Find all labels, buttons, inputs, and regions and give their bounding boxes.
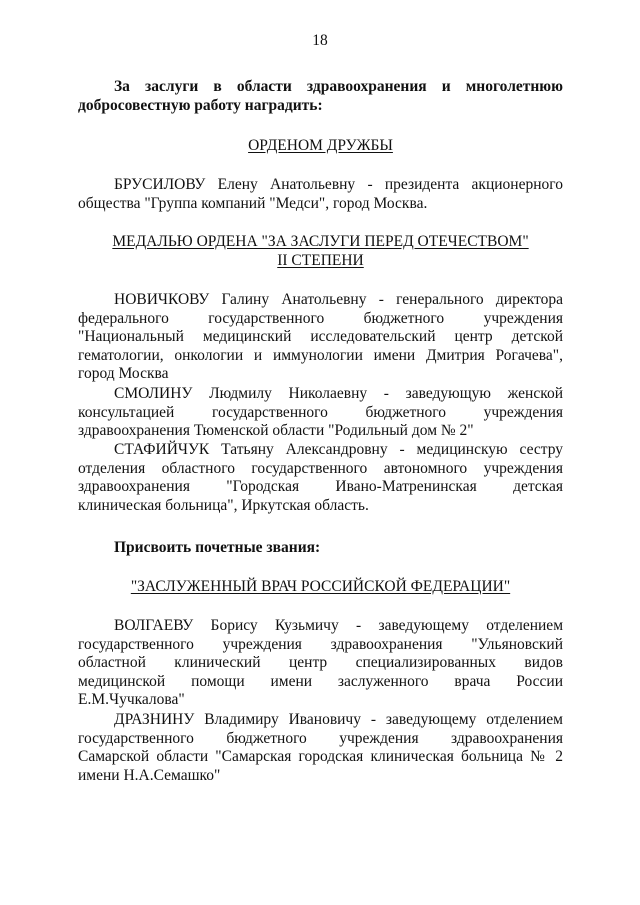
- page-number: 18: [312, 32, 328, 49]
- entry-line: НОВИЧКОВУ Галину Анатольевну - генерального директора: [114, 291, 563, 308]
- entry-line: ДРАЗНИНУ Владимиру Ивановичу - заведующему отделением: [114, 711, 563, 728]
- medal-heading-line-1: МЕДАЛЬЮ ОРДЕНА "ЗА ЗАСЛУГИ ПЕРЕД ОТЕЧЕСТВОМ": [112, 233, 529, 250]
- entry-line: консультацией государственного бюджетного учреждения: [78, 403, 563, 421]
- entry-line: Е.М.Чучкалова": [78, 691, 185, 708]
- honored-doctor-entry-2: [78, 711, 563, 785]
- entry-line: общества "Группа компаний "Медси", город Москва.: [78, 194, 428, 212]
- order-friendship-entry-1: [78, 176, 563, 213]
- titles-intro: Присвоить почетные звания:: [114, 539, 321, 556]
- entry-line: гематологии, онкологии и иммунологии имени Дмитрия Рогачева",: [78, 346, 563, 364]
- medal-merit-entry-1: [78, 291, 563, 384]
- medal-heading-line-2: II СТЕПЕНИ: [277, 251, 364, 269]
- award-intro-line-2: добросовестную работу наградить:: [78, 96, 323, 114]
- entry-line: областной клинический центр специализированных видов: [78, 654, 563, 671]
- order-friendship-heading: ОРДЕНОМ ДРУЖБЫ: [248, 137, 393, 154]
- entry-line: Самарской области "Самарская городская клиническая больница № 2: [78, 748, 563, 765]
- entry-line: клиническая больница", Иркутская область.: [78, 496, 369, 514]
- entry-line: здравоохранения "Городская Ивано-Матренинская детская: [78, 478, 563, 495]
- entry-line: государственного учреждения здравоохранения "Ульяновский: [78, 635, 563, 653]
- entry-line: БРУСИЛОВУ Елену Анатольевну - президента акционерного: [114, 176, 563, 193]
- entry-line: город Москва: [78, 365, 169, 382]
- entry-line: федерального государственного бюджетного учреждения: [78, 309, 563, 327]
- entry-line: СТАФИЙЧУК Татьяну Александровну - медицинскую сестру: [114, 441, 563, 458]
- honored-doctor-entry-1: [78, 617, 563, 710]
- medal-merit-heading: [78, 233, 563, 270]
- entry-line: "Национальный медицинский исследовательский центр детской: [78, 328, 563, 345]
- entry-line: СМОЛИНУ Людмилу Николаевну - заведующую женской: [114, 385, 563, 402]
- entry-line: имени Н.А.Семашко": [78, 766, 221, 784]
- honored-doctor-heading: "ЗАСЛУЖЕННЫЙ ВРАЧ РОССИЙСКОЙ ФЕДЕРАЦИИ": [130, 578, 511, 595]
- award-intro-line-1: За заслуги в области здравоохранения и многолетнюю: [114, 78, 563, 95]
- award-intro: [78, 78, 563, 115]
- entry-line: государственного бюджетного учреждения здравоохранения: [78, 729, 563, 747]
- entry-line: здравоохранения Тюменской области "Родильный дом № 2": [78, 422, 474, 439]
- entry-line: медицинской помощи имени заслуженного врача России: [78, 672, 563, 690]
- entry-line: отделения областного государственного автономного учреждения: [78, 459, 563, 477]
- entry-line: ВОЛГАЕВУ Борису Кузьмичу - заведующему отделением: [114, 617, 563, 634]
- medal-merit-entry-2: [78, 385, 563, 441]
- medal-merit-entry-3: [78, 441, 563, 515]
